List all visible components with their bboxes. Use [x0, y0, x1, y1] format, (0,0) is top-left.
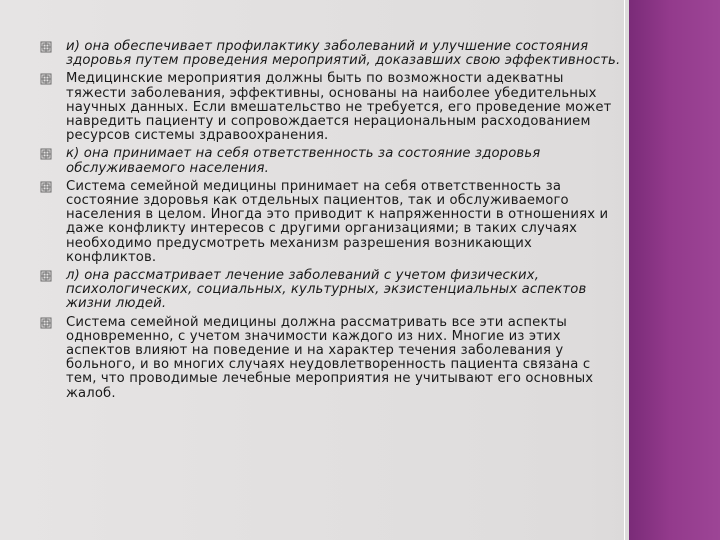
list-item-text: к) она принимает на себя ответственность за состояние здоровья обслуживаемого населения.	[66, 146, 541, 176]
list-item	[40, 40, 624, 68]
list-item-text: Медицинские мероприятия должны быть по возможности адекватны тяжести заболевания, эффективны, основаны на наиболее убедительных научных данных. Если вмешательство не требуется, его проведение может навредить пациенту и сопровождается нерациональным расходованием ресурсов системы здравоохранения.	[66, 71, 612, 144]
list-item	[40, 180, 624, 265]
accent-side-bar	[629, 0, 720, 540]
wingding-bullet-icon	[40, 148, 52, 160]
list-item-text: и) она обеспечивает профилактику заболеваний и улучшение состояния здоровья путем проведения мероприятий, доказавших свою эффективность.	[66, 39, 621, 69]
wingding-bullet-icon	[40, 41, 52, 53]
list-item-text: Система семейной медицины должна рассматривать все эти аспекты одновременно, с учетом значимости каждого из них. Многие из этих аспектов влияют на поведение и на характер течения заболевания у больного, и во многих случаях неудовлетворенность пациента связана с тем, что проводимые лечебные мероприятия не учитывают его основных жалоб.	[66, 314, 594, 401]
wingding-bullet-icon	[40, 317, 52, 329]
wingding-bullet-icon	[40, 270, 52, 282]
list-item	[40, 269, 624, 312]
bullet-list	[40, 40, 624, 405]
list-item-text: л) она рассматривает лечение заболеваний с учетом физических, психологических, социальных, культурных, экзистенциальных аспектов жизни людей.	[66, 268, 587, 312]
wingding-bullet-icon	[40, 73, 52, 85]
wingding-bullet-icon	[40, 181, 52, 193]
accent-divider-line	[624, 0, 625, 540]
list-item	[40, 147, 624, 175]
list-item	[40, 316, 624, 401]
list-item-text: Система семейной медицины принимает на себя ответственность за состояние здоровья как отдельных пациентов, так и обслуживаемого населения в целом. Иногда это приводит к напряженности в отношениях и даже конфликту интересов с другими организациями; в таких случаях необходимо предусмотреть механизм разрешения возникающих конфликтов.	[66, 178, 609, 265]
list-item	[40, 72, 624, 143]
